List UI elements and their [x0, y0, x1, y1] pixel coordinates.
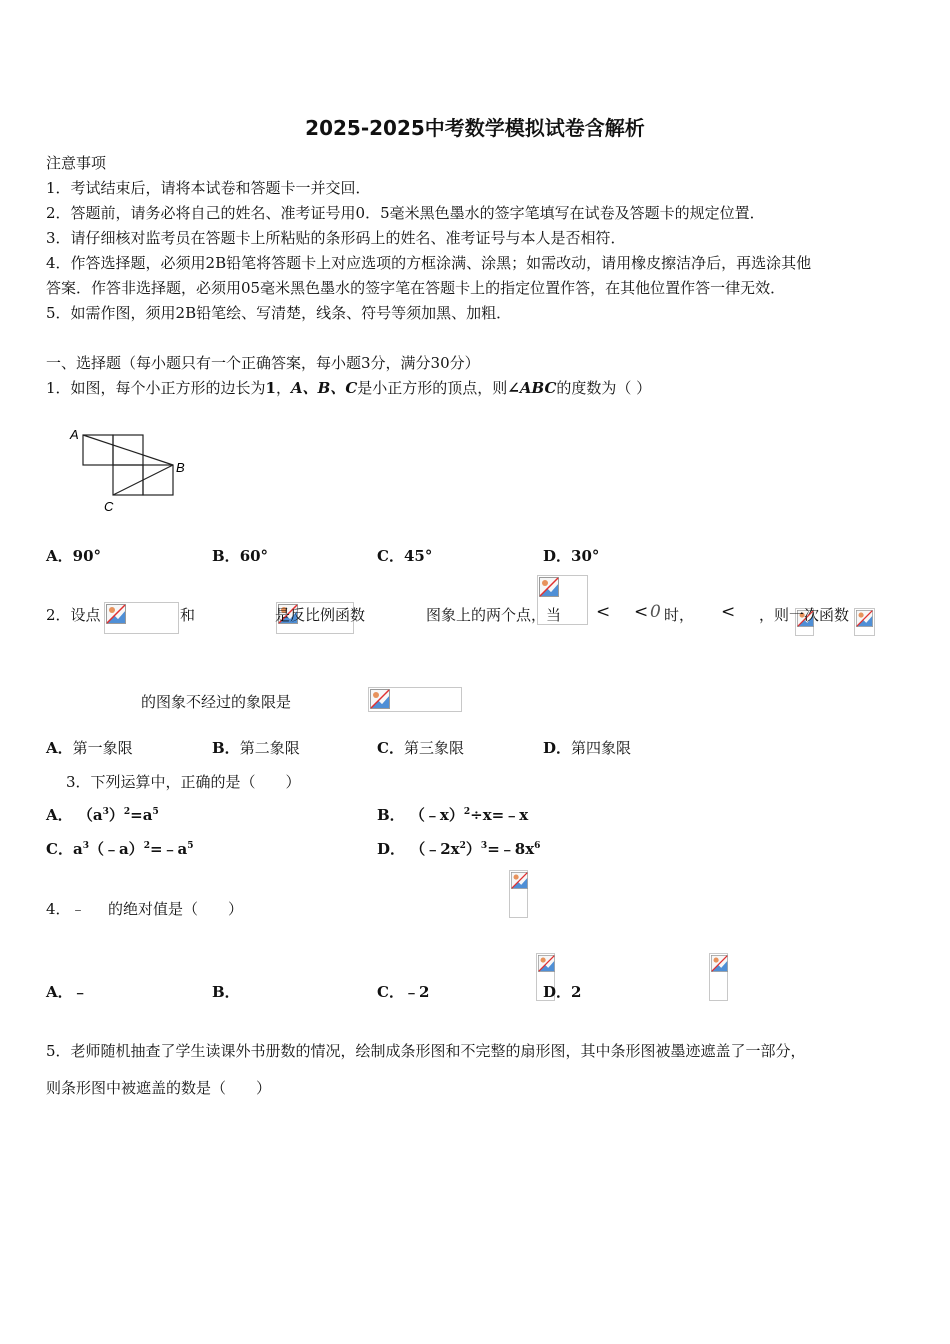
question-2-text: 图象上的两个点，当	[426, 606, 562, 624]
question-2-text: ，则一次函数	[759, 606, 850, 624]
section-heading: 一、选择题（每小题只有一个正确答案，每小题3分，满分30分）	[46, 354, 480, 372]
point-label-b: B	[176, 460, 185, 475]
broken-image-icon	[539, 577, 559, 597]
broken-image-icon	[856, 610, 873, 627]
option-d[interactable]: D． $(﹣2x^2)^3=﹣8x^6$	[377, 840, 541, 858]
question-2-text: 和	[180, 606, 196, 624]
option-a[interactable]: A．90°	[46, 547, 102, 565]
notice-item: 1．考试结束后，请将本试卷和答题卡一并交回．	[46, 179, 371, 197]
notice-item: 答案．作答非选择题，必须用05毫米黑色墨水的签字笔在答题卡上的指定位置作答，在其他位置作答一律无效．	[46, 279, 786, 297]
question-3: 3．下列运算中，正确的是（ ）	[66, 773, 301, 791]
question-5: 则条形图中被遮盖的数是（ ）	[46, 1079, 272, 1097]
formula-image	[854, 608, 875, 636]
formula-image	[104, 602, 179, 634]
question-2-text: 2．设点	[46, 606, 101, 624]
formula-image	[509, 870, 528, 918]
option-a[interactable]: A． $(a^3)^2=a^5$	[46, 806, 159, 824]
broken-image-icon	[106, 604, 126, 624]
broken-image-icon	[538, 955, 555, 972]
point-label-c: C	[104, 499, 114, 514]
broken-image-icon	[511, 872, 528, 889]
option-c[interactable]: C．45°	[377, 547, 433, 565]
question-2-text: 时，	[664, 606, 695, 624]
option-b[interactable]: B．	[212, 983, 240, 1001]
less-than-sign: <	[596, 602, 611, 622]
notice-item: 3．请仔细核对监考员在答题卡上所粘贴的条形码上的姓名、准考证号与本人是否相符．	[46, 229, 626, 247]
option-d[interactable]: D．2	[543, 983, 582, 1001]
option-b[interactable]: B．60°	[212, 547, 269, 565]
page-title: 2025-2025中考数学模拟试卷含解析	[305, 116, 645, 140]
broken-image-icon	[711, 955, 728, 972]
question-1: 1．如图，每个小正方形的边长为1，A、B、C是小正方形的顶点，则∠ABC的度数为（ ）	[46, 379, 652, 397]
less-than-sign: <	[634, 602, 649, 622]
grid-figure	[60, 420, 200, 520]
notice-heading: 注意事项	[46, 154, 107, 172]
formula-image	[709, 953, 728, 1001]
option-c[interactable]: C．﹣2	[377, 983, 430, 1001]
option-c[interactable]: C．第三象限	[377, 739, 464, 757]
notice-item: 4．作答选择题，必须用2B铅笔将答题卡上对应选项的方框涂满、涂黑；如需改动，请用橡皮擦洁净后，再选涂其他	[46, 254, 812, 272]
question-4-text: 4．﹣	[46, 900, 86, 918]
broken-image-icon	[370, 689, 390, 709]
notice-item: 2．答题前，请务必将自己的姓名、准考证号用0．5毫米黑色墨水的签字笔填写在试卷及答题卡的规定位置．	[46, 204, 765, 222]
option-a[interactable]: A．第一象限	[46, 739, 133, 757]
question-2-text: 的图象不经过的象限是	[141, 693, 292, 711]
option-d[interactable]: D．第四象限	[543, 739, 632, 757]
option-b[interactable]: B．第二象限	[212, 739, 300, 757]
option-a[interactable]: A．﹣	[46, 983, 88, 1001]
point-label-a: A	[70, 427, 79, 442]
zero-value: 0	[650, 602, 661, 622]
option-b[interactable]: B． （﹣x）$^2$÷x=﹣x	[377, 806, 529, 824]
question-4-text: 的绝对值是（ ）	[108, 900, 244, 918]
question-2-text: 是反比例函数	[275, 606, 366, 624]
formula-image	[368, 687, 462, 712]
less-than-sign: <	[721, 602, 736, 622]
option-c[interactable]: C．$a^3(﹣a)^2=﹣a^5$	[46, 840, 194, 858]
notice-item: 5．如需作图，须用2B铅笔绘、写清楚，线条、符号等须加黑、加粗．	[46, 304, 512, 322]
option-d[interactable]: D．30°	[543, 547, 600, 565]
question-5: 5．老师随机抽查了学生读课外书册数的情况，绘制成条形图和不完整的扇形图，其中条形图被墨迹遮盖了一部分，	[46, 1042, 806, 1060]
